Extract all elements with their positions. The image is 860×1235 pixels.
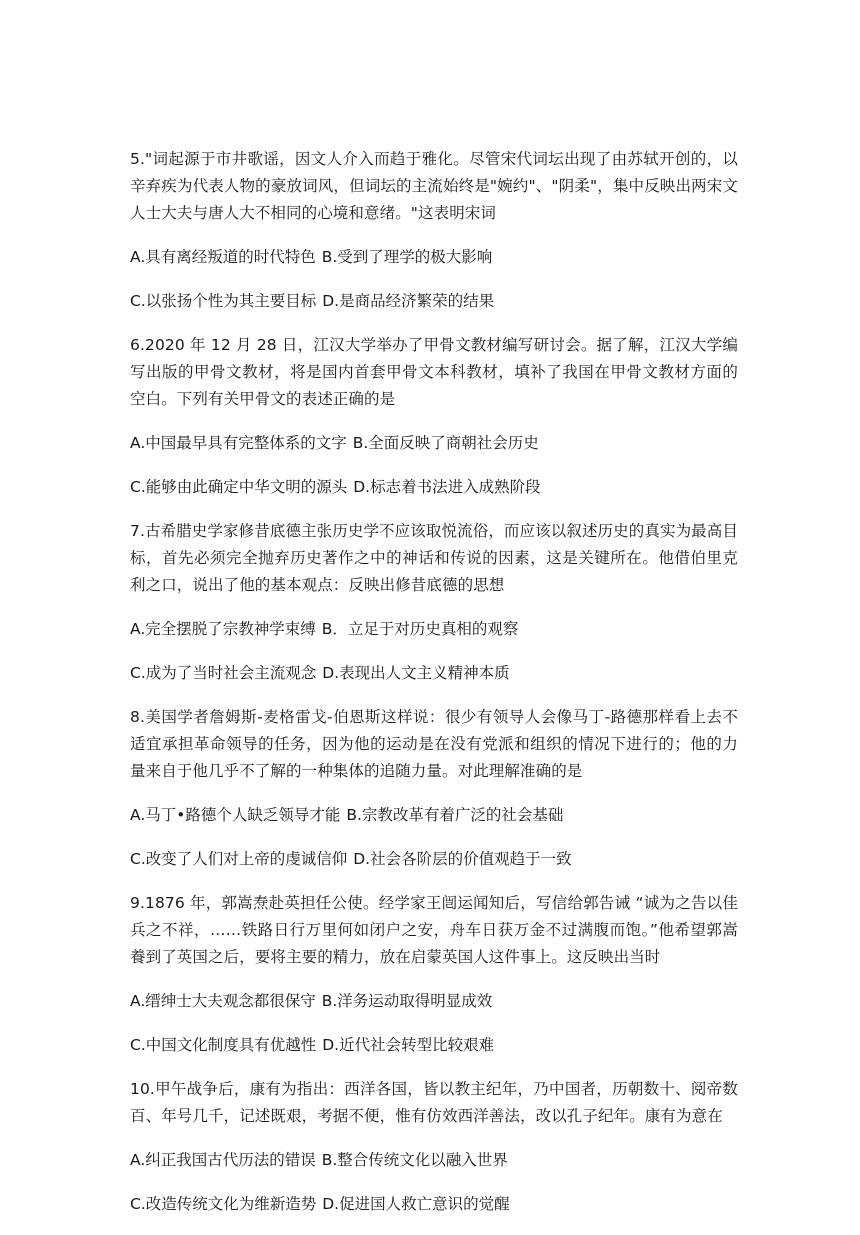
option-a: A.缙绅士大夫观念都很保守	[130, 992, 316, 1010]
question-options	[130, 1147, 738, 1218]
option-b: B.受到了理学的极大影响	[321, 248, 493, 266]
option-d: D.表现出人文主义精神本质	[322, 664, 510, 682]
option-a: A.具有离经叛道的时代特色	[130, 248, 316, 266]
option-d: D.近代社会转型比较艰难	[322, 1036, 495, 1054]
question-stem: 6.2020 年 12 月 28 日，江汉大学举办了甲骨文教材编写研讨会。据了解，江汉大学编写出版的甲骨文教材，将是国内首套甲骨文本科教材，填补了我国在甲骨文教材方面的空白。下列有关甲骨文的表述正确的是	[130, 336, 738, 408]
option-row	[130, 660, 738, 687]
option-b: B.洋务运动取得明显成效	[321, 992, 493, 1010]
option-a: A.中国最早具有完整体系的文字	[130, 434, 347, 452]
option-d: D.是商品经济繁荣的结果	[322, 292, 495, 310]
option-row	[130, 616, 738, 643]
option-c: C.改造传统文化为维新造势	[130, 1195, 317, 1213]
question-options	[130, 244, 738, 315]
option-a: A.完全摆脱了宗教神学束缚	[130, 620, 316, 638]
option-d: D.社会各阶层的价值观趋于一致	[353, 850, 572, 868]
option-row	[130, 474, 738, 501]
option-c: C.能够由此确定中华文明的源头	[130, 478, 348, 496]
question-stem: 5."词起源于市井歌谣，因文人介入而趋于雅化。尽管宋代词坛出现了由苏轼开创的，以辛弃疾为代表人物的豪放词风，但词坛的主流始终是"婉约"、"阴柔"，集中反映出两宋文人士大夫与唐人大不相同的心境和意绪。"这表明宋词	[130, 150, 738, 222]
option-b: B．立足于对历史真相的观察	[321, 620, 519, 638]
option-a: A.马丁•路德个人缺乏领导才能	[130, 806, 341, 824]
option-c: C.以张扬个性为其主要目标	[130, 292, 317, 310]
question-stem: 10.甲午战争后，康有为指出：西洋各国，皆以教主纪年，乃中国者，历朝数十、阅帝数百、年号几千，记述既艰，考据不便，惟有仿效西洋善法，改以孔子纪年。康有为意在	[130, 1080, 738, 1125]
option-row	[130, 1147, 738, 1174]
option-row	[130, 802, 738, 829]
option-row	[130, 846, 738, 873]
question-options	[130, 616, 738, 687]
option-c: C.改变了人们对上帝的虔诚信仰	[130, 850, 348, 868]
option-row	[130, 244, 738, 271]
question-5	[130, 146, 738, 315]
question-options	[130, 802, 738, 873]
option-row	[130, 1191, 738, 1218]
question-stem: 9.1876 年，郭嵩焘赴英担任公使。经学家王闿运闻知后，写信给郭告诫 “诚为之告以佳兵之不祥，……铁路日行万里何如闭户之安，舟车日获万金不过满腹而饱。”他希望郭嵩養到了英国之后，要将主要的精力，放在启蒙英国人这件事上。这反映出当时	[130, 894, 738, 966]
option-d: D.促进国人救亡意识的觉醒	[322, 1195, 510, 1213]
question-options	[130, 988, 738, 1059]
option-c: C.成为了当时社会主流观念	[130, 664, 317, 682]
option-row	[130, 1032, 738, 1059]
option-row	[130, 288, 738, 315]
option-c: C.中国文化制度具有优越性	[130, 1036, 317, 1054]
question-options	[130, 430, 738, 501]
option-b: B.全面反映了商朝社会历史	[352, 434, 539, 452]
option-b: B.宗教改革有着广泛的社会基础	[346, 806, 564, 824]
option-row	[130, 430, 738, 457]
question-6	[130, 332, 738, 501]
question-10	[130, 1076, 738, 1218]
question-page	[130, 146, 738, 1235]
option-d: D.标志着书法进入成熟阶段	[353, 478, 541, 496]
option-a: A.纠正我国古代历法的错误	[130, 1151, 316, 1169]
question-7	[130, 518, 738, 687]
question-9	[130, 890, 738, 1059]
option-row	[130, 988, 738, 1015]
question-stem: 7.古希腊史学家修昔底德主张历史学不应该取悦流俗，而应该以叙述历史的真实为最高目标，首先必须完全抛弃历史著作之中的神话和传说的因素，这是关键所在。他借伯里克利之口，说出了他的基本观点：反映出修昔底德的思想	[130, 522, 738, 594]
option-b: B.整合传统文化以融入世界	[321, 1151, 508, 1169]
question-stem: 8.美国学者詹姆斯-麦格雷戈-伯恩斯这样说：很少有领导人会像马丁-路德那样看上去不适宜承担革命领导的任务，因为他的运动是在没有党派和组织的情况下进行的；他的力量来自于他几乎不了解的一种集体的追随力量。对此理解准确的是	[130, 708, 738, 780]
question-8	[130, 704, 738, 873]
